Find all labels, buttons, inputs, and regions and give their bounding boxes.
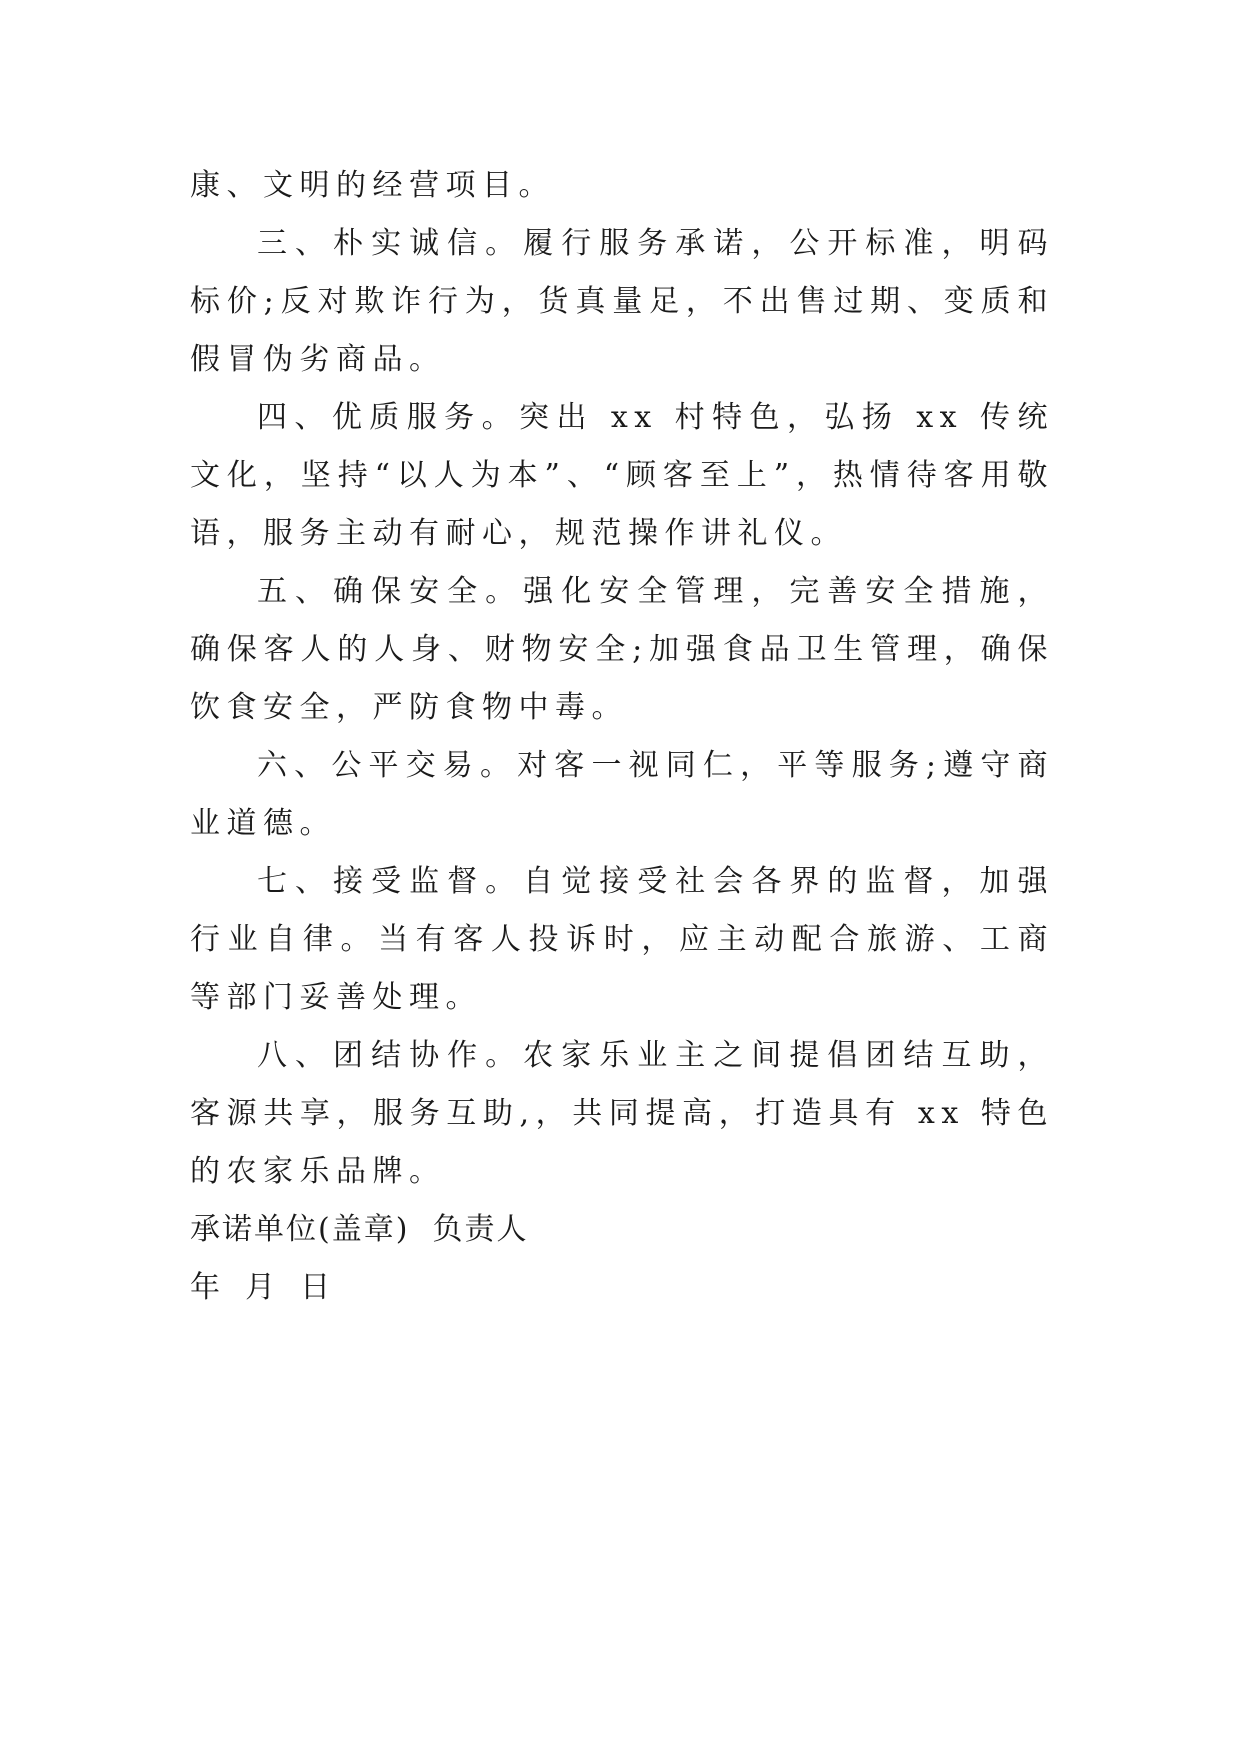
paragraph-continuation: 康、文明的经营项目。 [190, 168, 555, 203]
date-line: 年 月 日 [190, 1270, 333, 1305]
paragraph-safety: 五、确保安全。强化安全管理，完善安全措施，确保客人的人身、财物安全;加强食品卫生管理，确保饮食安全，严防食物中毒。 [190, 574, 1054, 725]
paragraph-cooperation: 八、团结协作。农家乐业主之间提倡团结互助，客源共享，服务互助,，共同提高，打造具有 xx 特色的农家乐品牌。 [190, 1038, 1054, 1189]
signature-line: 承诺单位(盖章) 负责人 [190, 1212, 529, 1247]
paragraph-integrity: 三、朴实诚信。履行服务承诺，公开标准，明码标价;反对欺诈行为，货真量足，不出售过期、变质和假冒伪劣商品。 [190, 226, 1054, 377]
paragraph-fair-trade: 六、公平交易。对客一视同仁，平等服务;遵守商业道德。 [190, 748, 1054, 841]
document-body [190, 157, 1054, 1317]
paragraph-quality-service: 四、优质服务。突出 xx 村特色，弘扬 xx 传统文化，坚持“以人为本”、“顾客至上”，热情待客用敬语，服务主动有耐心，规范操作讲礼仪。 [190, 400, 1054, 551]
paragraph-supervision: 七、接受监督。自觉接受社会各界的监督，加强行业自律。当有客人投诉时，应主动配合旅游、工商等部门妥善处理。 [190, 864, 1054, 1015]
